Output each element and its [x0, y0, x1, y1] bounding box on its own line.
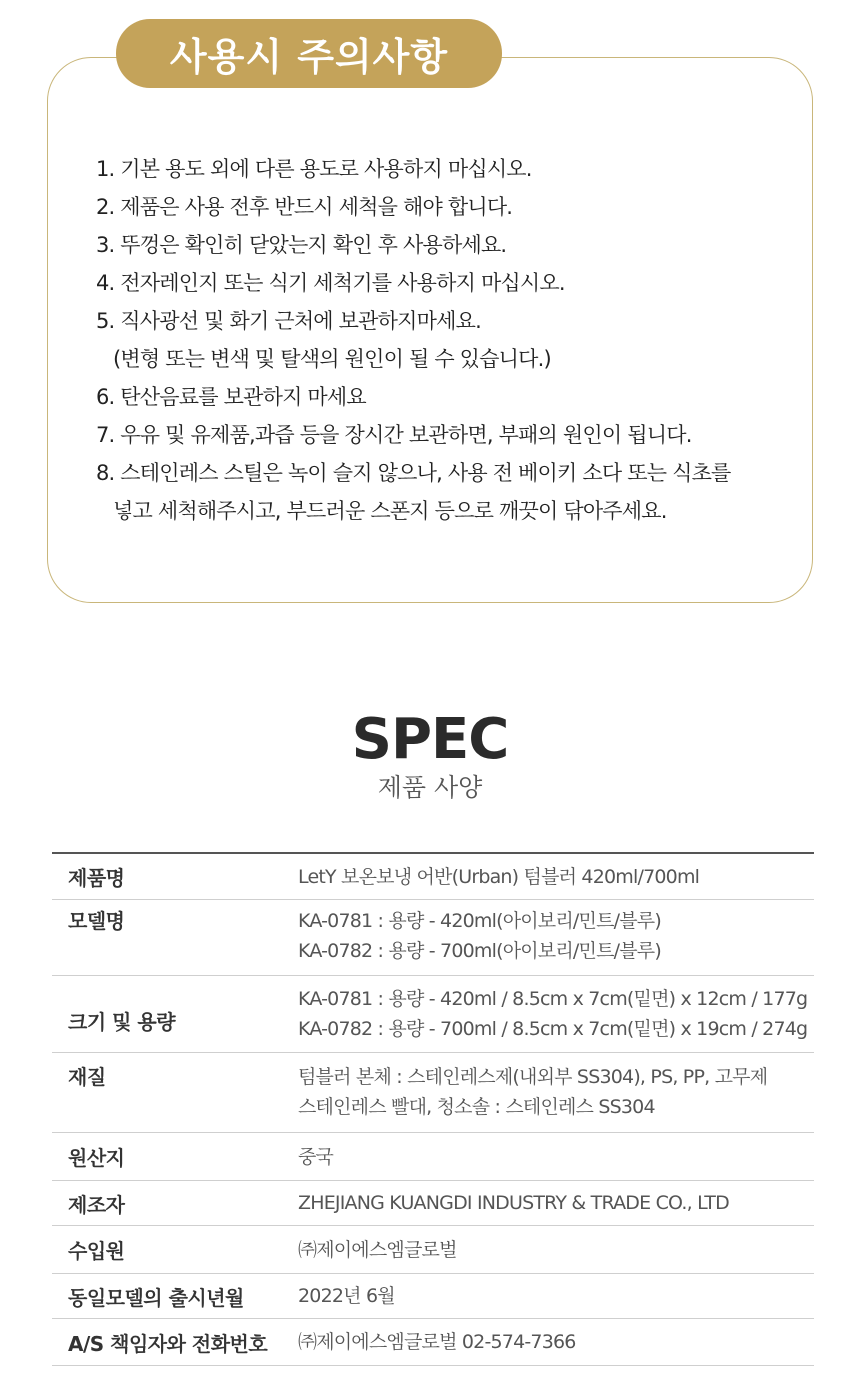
spec-value: KA-0781 : 용량 - 420ml(아이보리/민트/블루) [298, 910, 661, 932]
spec-subtitle: 제품 사양 [377, 773, 483, 802]
spec-value: KA-0782 : 용량 - 700ml(아이보리/민트/블루) [298, 940, 661, 962]
spec-value: KA-0782 : 용량 - 700ml / 8.5cm x 7cm(밑면) x 19cm / 274g [298, 1018, 808, 1040]
spec-label: 제조자 [68, 1192, 125, 1217]
caution-item-continuation: 넣고 세척해주시고, 부드러운 스폰지 등으로 깨끗이 닦아주세요. [113, 499, 667, 523]
caution-item: 5. 직사광선 및 화기 근처에 보관하지마세요. [96, 309, 481, 333]
caution-item: 3. 뚜껑은 확인히 닫았는지 확인 후 사용하세요. [96, 233, 507, 257]
spec-label: A/S 책임자와 전화번호 [68, 1331, 268, 1356]
spec-row-product-name [52, 854, 814, 900]
spec-value: ㈜제이에스엠글로벌 [298, 1238, 457, 1261]
spec-table [52, 852, 814, 1366]
spec-row-manufacturer [52, 1181, 814, 1226]
caution-title-badge: 사용시 주의사항 [116, 19, 502, 88]
spec-value: ZHEJIANG KUANGDI INDUSTRY & TRADE CO., LTD [298, 1192, 729, 1214]
spec-label: 크기 및 용량 [68, 1009, 176, 1034]
spec-row-model [52, 900, 814, 976]
spec-value: KA-0781 : 용량 - 420ml / 8.5cm x 7cm(밑면) x 12cm / 177g [298, 988, 808, 1010]
spec-row-origin [52, 1133, 814, 1181]
caution-item-note: (변형 또는 변색 및 탈색의 원인이 될 수 있습니다.) [113, 347, 551, 371]
spec-row-release-date [52, 1274, 814, 1319]
spec-label: 모델명 [68, 909, 125, 933]
spec-row-size-capacity [52, 976, 814, 1053]
spec-value: 텀블러 본체 : 스테인레스제(내외부 SS304), PS, PP, 고무제 [298, 1066, 768, 1088]
caution-item: 4. 전자레인지 또는 식기 세척기를 사용하지 마십시오. [96, 271, 565, 295]
spec-label: 제품명 [68, 866, 125, 890]
spec-value: LetY 보온보냉 어반(Urban) 텀블러 420ml/700ml [298, 865, 700, 888]
spec-label: 동일모델의 출시년월 [68, 1285, 244, 1310]
caution-item: 8. 스테인레스 스틸은 녹이 슬지 않으나, 사용 전 베이키 소다 또는 식초를 [96, 461, 731, 485]
spec-label: 원산지 [68, 1146, 125, 1170]
spec-row-material [52, 1053, 814, 1133]
spec-label: 수입원 [68, 1239, 125, 1263]
spec-value: ㈜제이에스엠글로벌 02-574-7366 [298, 1331, 576, 1353]
spec-row-importer [52, 1226, 814, 1274]
caution-item: 2. 제품은 사용 전후 반드시 세척을 해야 합니다. [96, 195, 513, 219]
spec-row-after-service [52, 1319, 814, 1366]
caution-item: 6. 탄산음료를 보관하지 마세요 [96, 385, 366, 409]
caution-list [96, 150, 796, 530]
spec-label: 재질 [68, 1065, 106, 1089]
caution-item: 7. 우유 및 유제품,과즙 등을 장시간 보관하면, 부패의 원인이 됩니다. [96, 423, 692, 447]
spec-value: 중국 [298, 1145, 334, 1168]
spec-value: 2022년 6월 [298, 1285, 395, 1307]
spec-title: SPEC [351, 707, 509, 772]
caution-item: 1. 기본 용도 외에 다른 용도로 사용하지 마십시오. [96, 157, 532, 181]
spec-value: 스테인레스 빨대, 청소솔 : 스테인레스 SS304 [298, 1096, 655, 1118]
